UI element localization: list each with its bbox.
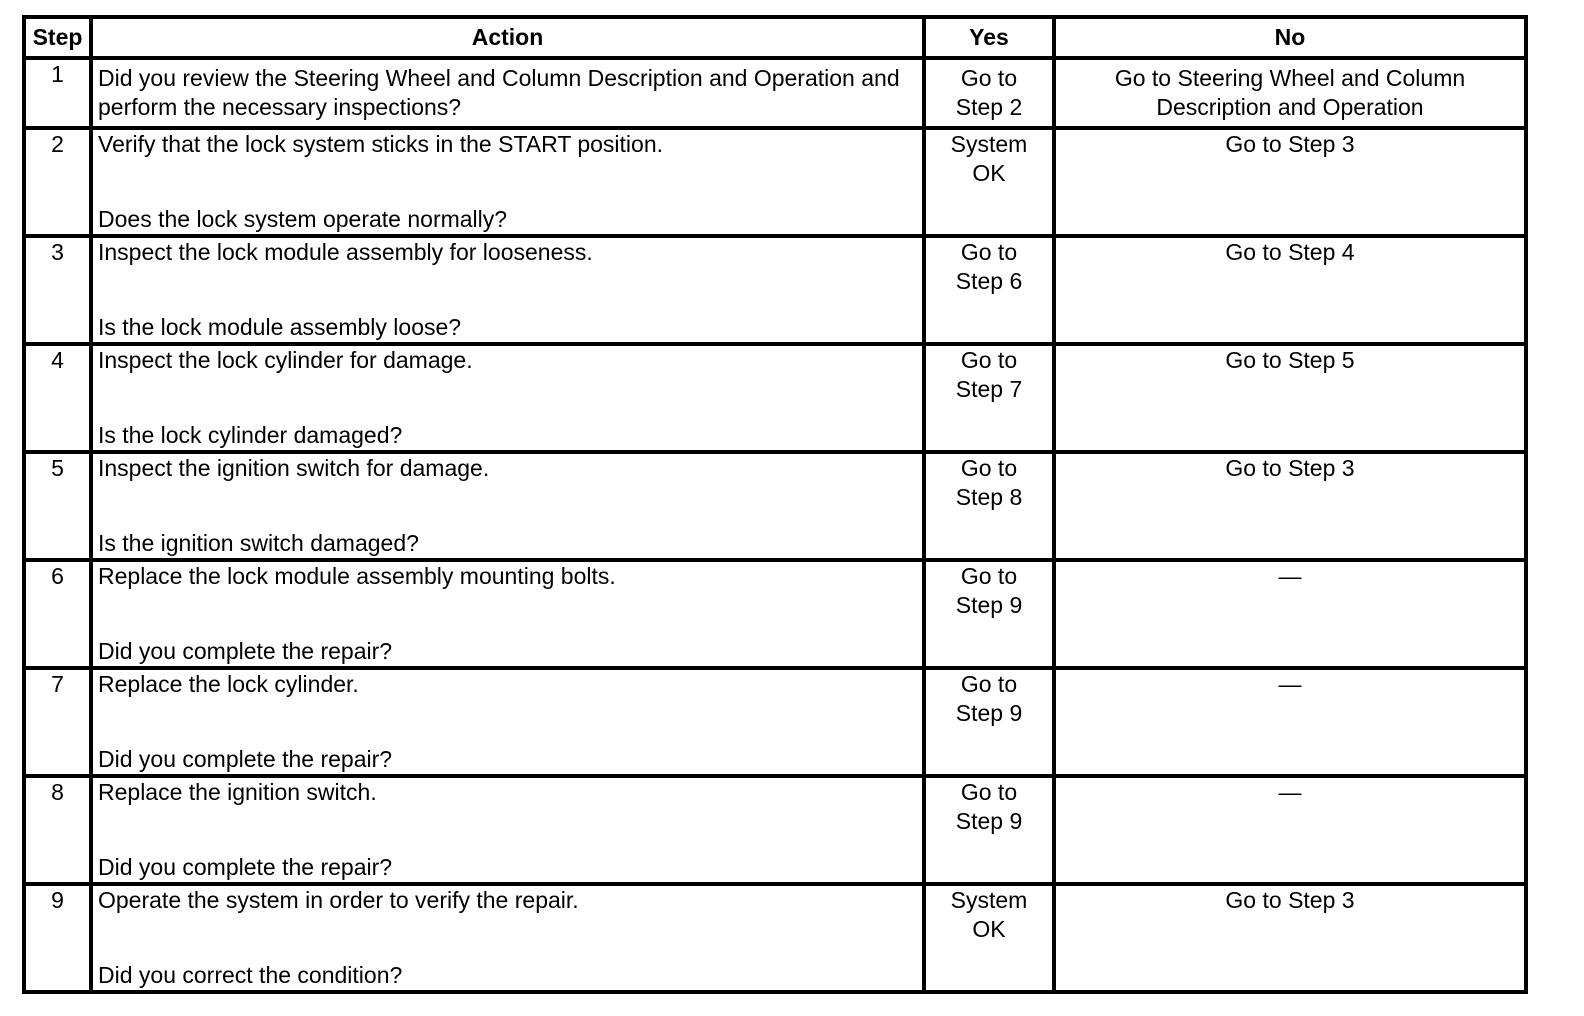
table-header (24, 17, 1526, 58)
table-row (24, 58, 1526, 128)
action-instruction: Replace the lock module assembly mounting bolts. (98, 563, 616, 589)
table-row (24, 344, 1526, 452)
no-result: Go to Steering Wheel and Column Description and Operation (1054, 58, 1526, 128)
no-result: Go to Step 3 (1054, 128, 1526, 236)
header-step: Step (24, 17, 91, 58)
yes-result-line1: Go to (960, 563, 1018, 589)
yes-result-line1: Go to (960, 671, 1018, 697)
yes-result-line2: OK (972, 160, 1006, 186)
step-number: 9 (24, 884, 91, 992)
diagnostic-table (22, 15, 1528, 994)
yes-cell (924, 128, 1054, 236)
no-result: Go to Step 5 (1054, 344, 1526, 452)
action-instruction: Verify that the lock system sticks in the START position. (98, 131, 664, 157)
action-cell (91, 58, 924, 128)
header-no: No (1054, 17, 1526, 58)
action-question: Is the ignition switch damaged? (98, 530, 419, 556)
table-row (24, 236, 1526, 344)
step-number: 6 (24, 560, 91, 668)
yes-cell (924, 58, 1054, 128)
action-instruction: Inspect the lock module assembly for looseness. (98, 239, 593, 265)
step-number: 4 (24, 344, 91, 452)
yes-cell (924, 668, 1054, 776)
yes-result-line2: Step 6 (955, 268, 1023, 294)
step-number: 3 (24, 236, 91, 344)
yes-cell (924, 776, 1054, 884)
yes-result-line1: Go to (960, 347, 1018, 373)
no-result: Go to Step 3 (1054, 884, 1526, 992)
step-number: 7 (24, 668, 91, 776)
table-row (24, 128, 1526, 236)
table-row (24, 668, 1526, 776)
yes-result-line1: Go to (960, 239, 1018, 265)
yes-result-line2: OK (972, 916, 1006, 942)
table-row (24, 452, 1526, 560)
yes-result-line1: System (950, 131, 1028, 157)
action-instruction: Inspect the ignition switch for damage. (98, 455, 490, 481)
yes-result-line2: Step 7 (955, 376, 1023, 402)
action-question: Does the lock system operate normally? (98, 206, 508, 232)
action-instruction: Inspect the lock cylinder for damage. (98, 347, 473, 373)
step-number: 1 (24, 58, 91, 128)
yes-cell (924, 560, 1054, 668)
action-instruction: Operate the system in order to verify the repair. (98, 887, 579, 913)
action-cell (91, 776, 924, 884)
table-row (24, 560, 1526, 668)
no-result: — (1054, 668, 1526, 776)
table-body (24, 58, 1526, 992)
step-number: 2 (24, 128, 91, 236)
action-cell (91, 560, 924, 668)
action-cell (91, 236, 924, 344)
yes-result-line2: Step 8 (955, 484, 1023, 510)
yes-cell (924, 344, 1054, 452)
action-question: Did you complete the repair? (98, 746, 393, 772)
no-result: — (1054, 776, 1526, 884)
no-result: Go to Step 3 (1054, 452, 1526, 560)
yes-result-line1: Go to (960, 455, 1018, 481)
header-yes: Yes (924, 17, 1054, 58)
yes-cell (924, 452, 1054, 560)
action-instruction: Did you review the Steering Wheel and Column Description and Operation and perform the necessary inspections? (98, 65, 900, 120)
action-question: Is the lock cylinder damaged? (98, 422, 403, 448)
step-number: 5 (24, 452, 91, 560)
action-cell (91, 668, 924, 776)
step-number: 8 (24, 776, 91, 884)
action-cell (91, 884, 924, 992)
yes-result-line1: System (950, 887, 1028, 913)
yes-result-line2: Step 9 (955, 700, 1023, 726)
yes-result-line1: Go to (960, 65, 1018, 91)
no-result: — (1054, 560, 1526, 668)
action-question: Did you complete the repair? (98, 638, 393, 664)
header-action: Action (91, 17, 924, 58)
yes-cell (924, 884, 1054, 992)
yes-cell (924, 236, 1054, 344)
yes-result-line2: Step 9 (955, 592, 1023, 618)
action-instruction: Replace the ignition switch. (98, 779, 377, 805)
action-cell (91, 128, 924, 236)
action-cell (91, 344, 924, 452)
no-result: Go to Step 4 (1054, 236, 1526, 344)
action-question: Did you correct the condition? (98, 962, 403, 988)
action-cell (91, 452, 924, 560)
yes-result-line2: Step 9 (955, 808, 1023, 834)
yes-result-line1: Go to (960, 779, 1018, 805)
action-question: Did you complete the repair? (98, 854, 393, 880)
table-row (24, 776, 1526, 884)
table-row (24, 884, 1526, 992)
action-question: Is the lock module assembly loose? (98, 314, 462, 340)
header-row (24, 17, 1526, 58)
yes-result-line2: Step 2 (955, 94, 1023, 120)
action-instruction: Replace the lock cylinder. (98, 671, 359, 697)
